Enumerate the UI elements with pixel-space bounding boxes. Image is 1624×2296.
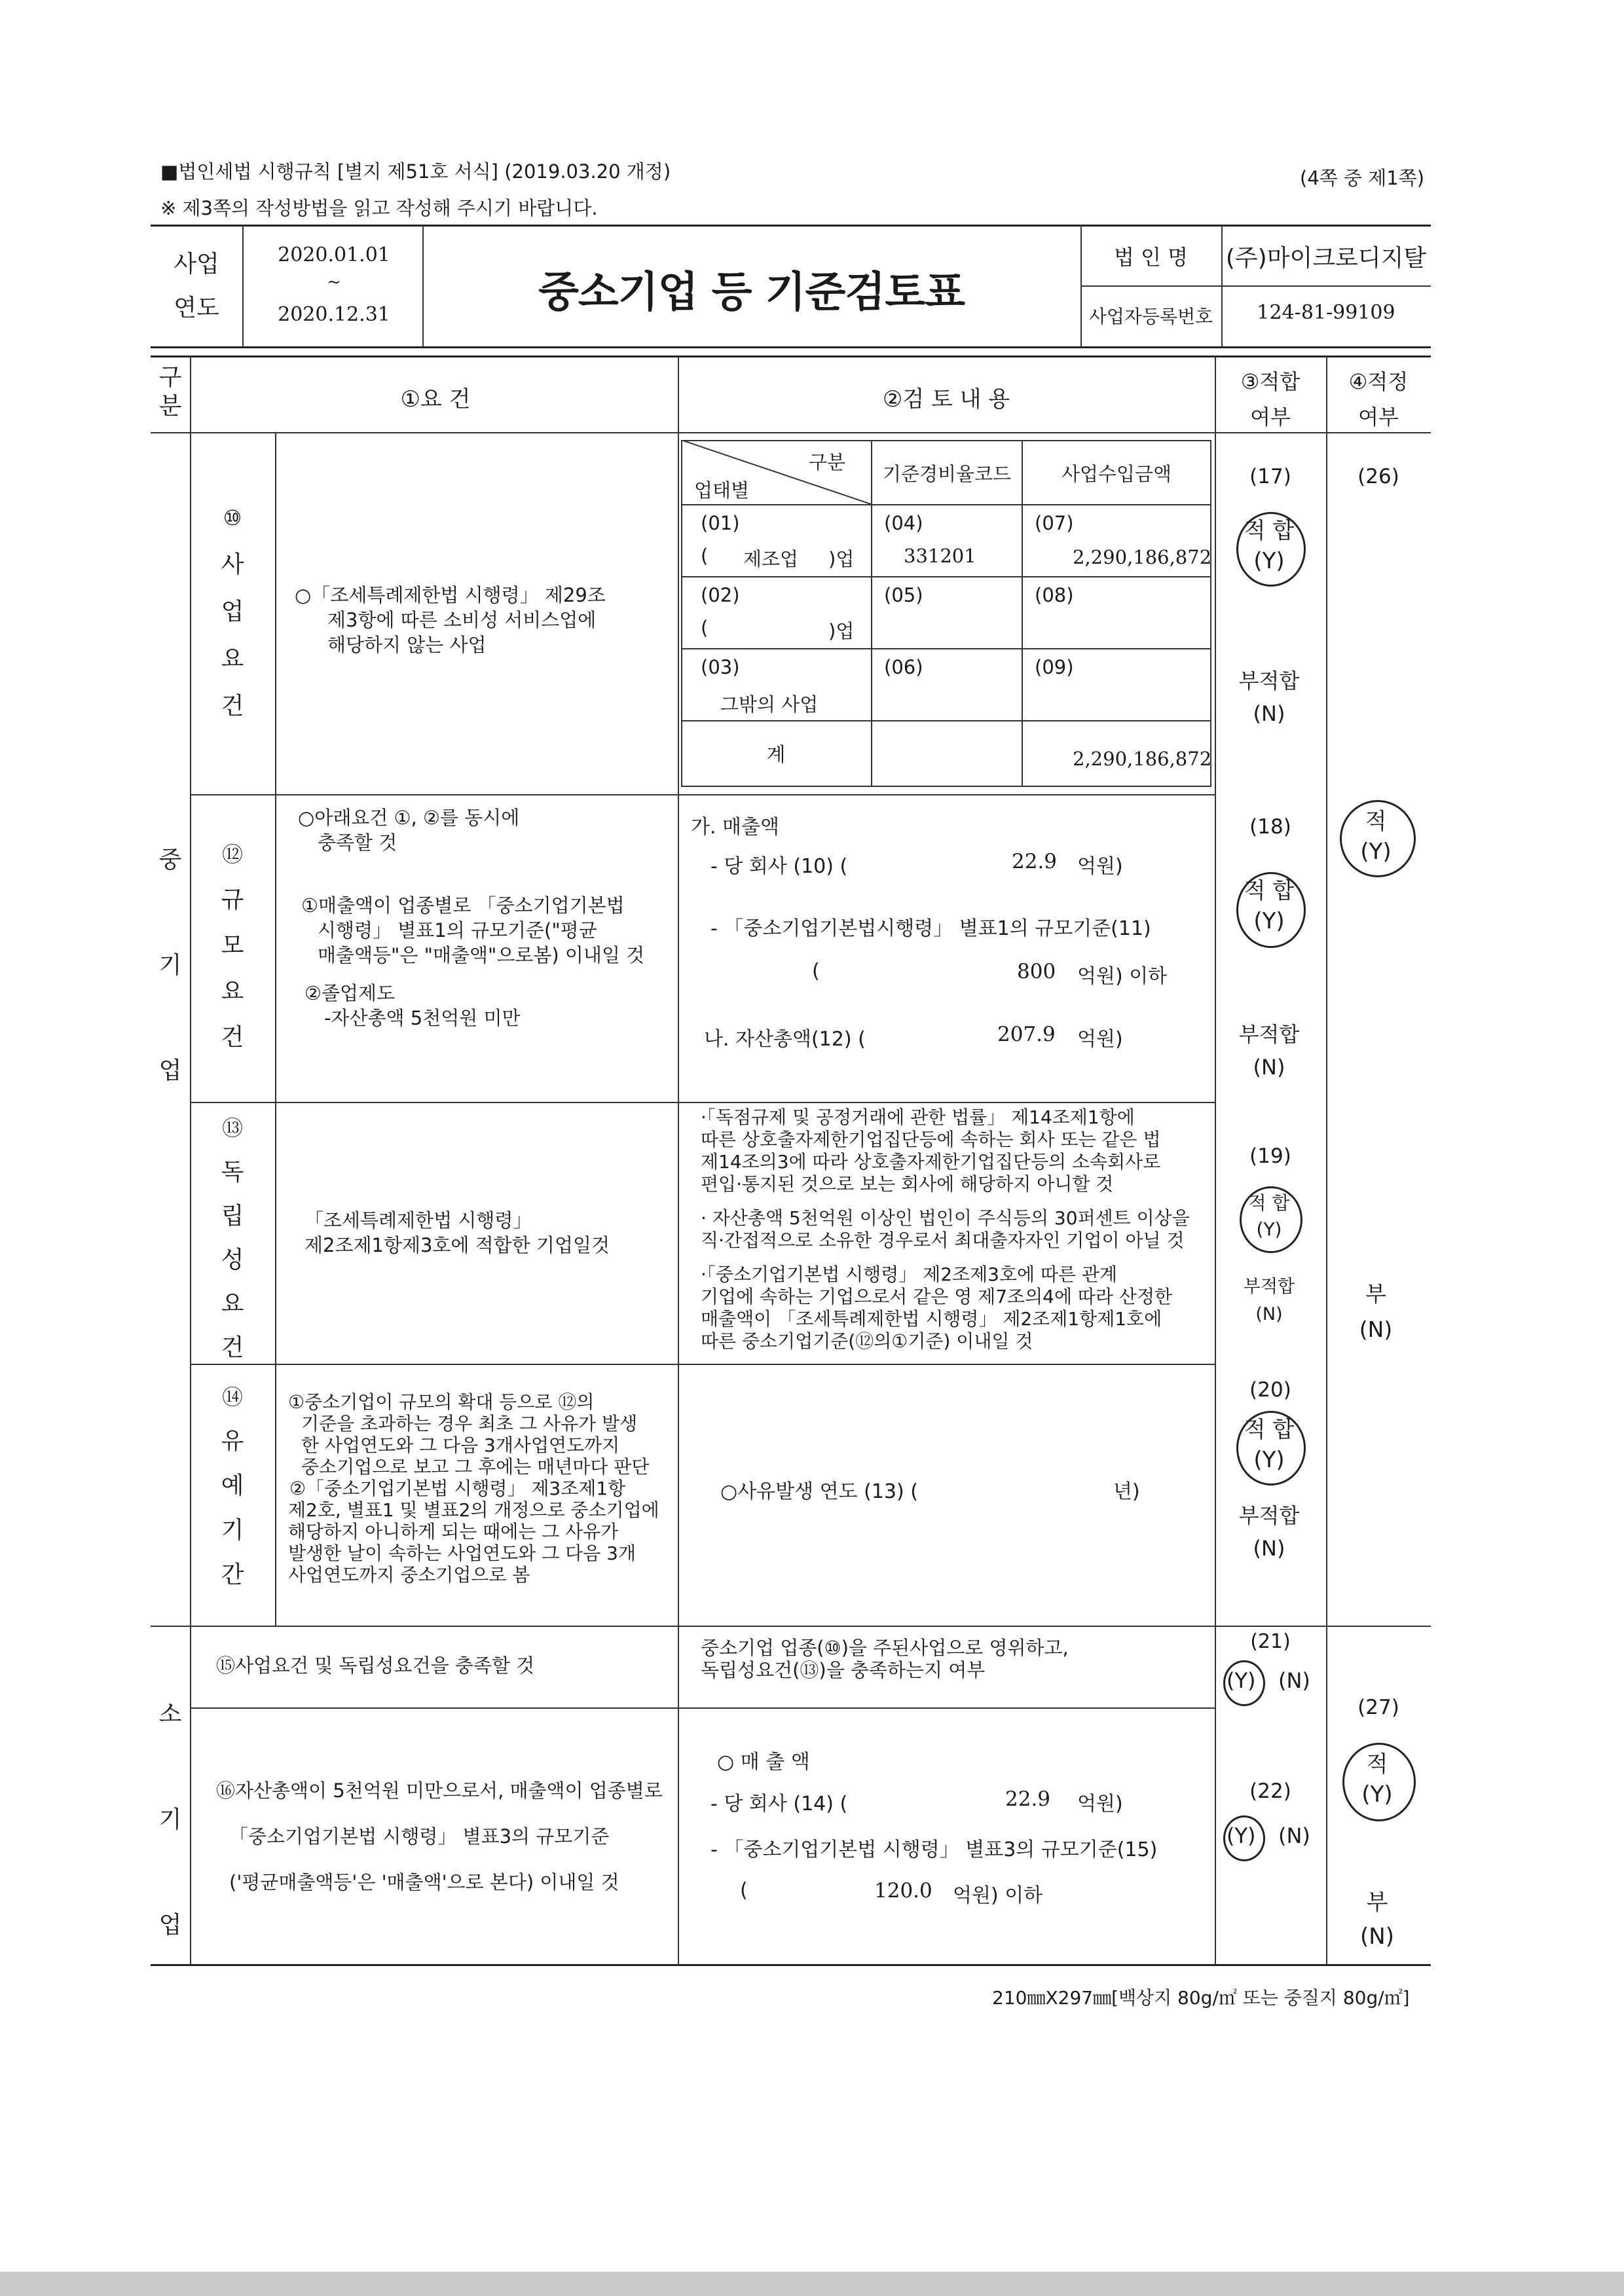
column-header-fit4-line2: 여부: [1358, 405, 1399, 429]
category-small: 소 기 업: [158, 1701, 182, 1939]
row-102-label: ⑫ 규 모 요 건: [221, 842, 244, 1051]
main-bottom-border: [151, 1964, 1431, 1966]
row-101-fit-yes: 적 합 (Y): [1244, 518, 1295, 574]
title-bottom-border: [151, 346, 1431, 348]
row-105-bottom: [190, 1707, 1215, 1709]
row-105-review: 중소기업 업종(⑩)을 주된사업으로 영위하고, 독립성요건(⑬)을 충족하는지 여부: [701, 1637, 1069, 1681]
title-mid-divider: [1080, 285, 1431, 287]
corp-name: (주)마이크로디지탈: [1225, 245, 1427, 272]
biz-no-label: 사업자등록번호: [1088, 306, 1213, 327]
row-103-label: ⑬ 독 립 성 요 건: [221, 1116, 244, 1361]
sme-small-border: [151, 1626, 1431, 1627]
table-cell-code-06: (06): [884, 656, 923, 678]
col-subcategory-divider: [275, 432, 276, 1626]
table-cell-open-02: (: [701, 617, 709, 639]
table-cell-close-02: )업: [828, 620, 855, 642]
row-106-fit-n: (N): [1278, 1823, 1310, 1848]
table-cell-biz-01: 제조업: [743, 548, 799, 570]
row-104-fit-no: 부적합 (N): [1238, 1503, 1300, 1561]
column-header-fit3-line1: ③적합: [1240, 369, 1301, 394]
row-102-fit4-yes: 적 (Y): [1360, 809, 1392, 865]
row-104-requirement: ①중소기업이 규모의 확대 등으로 ⑫의 기준을 초과하는 경우 최초 그 사유가 발생 한 사업연도와 그 다음 3개사업연도까지 중소기업으로 보고 그 후에는 매년마다 판단 ②「중소기업기본법 시행령」 제3조제1항 제2호, 별표1 및 별표2의 개정으로 중소기업에 해당하지 아니하게 되는 때에는 그 사유가 발생한 날이 속하는 사업연도와 그 다음 3개 사업연도까지 중소기업으로 봄: [288, 1391, 659, 1586]
row-104-fit-number: (20): [1249, 1378, 1291, 1402]
table-cell-code-08: (08): [1035, 584, 1074, 606]
col-fit-divider-small: [1326, 1626, 1327, 1964]
column-header-review: ②검 토 내 용: [882, 386, 1010, 412]
row-102-fit-no: 부적합 (N): [1238, 1022, 1300, 1080]
header-corner-bottom: 업태별: [694, 479, 750, 501]
small-sales-company-value: 22.9: [1005, 1787, 1051, 1811]
row-101-bottom: [190, 794, 1215, 795]
period-end: 2020.12.31: [278, 303, 390, 326]
row-102-bottom: [190, 1102, 1215, 1103]
column-header-fit4-line1: ④적정: [1348, 369, 1409, 394]
small-sales-standard-label: - 「중소기업기본법 시행령」 별표3의 규모기준(15): [710, 1838, 1158, 1861]
row-102-fit-number: (18): [1249, 815, 1291, 839]
col-requirement-divider: [678, 355, 679, 1964]
header-code: 기준경비율코드: [882, 463, 1012, 485]
page-title: 중소기업 등 기준검토표: [538, 268, 965, 317]
small-sales-company-label: - 당 회사 (14) (: [710, 1793, 848, 1815]
table-cell-close-01: )업: [828, 548, 855, 570]
table-cell-code-02: (02): [701, 584, 740, 606]
header-row-border: [151, 432, 1431, 433]
title-divider-4: [1221, 225, 1223, 346]
sales-label: 가. 매출액: [691, 816, 779, 839]
form-info: ■법인세법 시행규칙 [별지 제51호 서식] (2019.03.20 개정): [160, 160, 671, 183]
biz-no: 124-81-99109: [1257, 301, 1395, 324]
table-total-label: 계: [766, 744, 786, 767]
table-cell-biz-03: 그밖의 사업: [720, 693, 819, 716]
row-103-fit-number: (19): [1249, 1144, 1291, 1168]
main-top-border: [151, 355, 1431, 357]
table-cell-code-05: (05): [884, 584, 923, 606]
header-corner-top: 구분: [809, 451, 846, 473]
period-start: 2020.01.01: [278, 244, 390, 266]
small-fit4-no: 부 (N): [1360, 1889, 1394, 1950]
title-divider-3: [1080, 225, 1082, 346]
col-review-divider: [1215, 355, 1216, 1964]
row-103-review: ·「독점규제 및 공정거래에 관한 법률」 제14조제1항에 따른 상호출자제한기업집단등에 속하는 회사 또는 같은 법 제14조의3에 따라 상호출자제한기업집단등의 소속회사로 편입·통지된 것으로 보는 회사에 해당하지 아니할 것 · 자산총액 5천억원 이상인 법인이 주식등의 30퍼센트 이상을 직·간접적으로 소유한 경우로서 최대출자자인 기업이 아닐 것 ·「중소기업기본법 시행령」 제2조제3호에 따른 관계 기업에 속하는 기업으로서 같은 영 제7조의4에 따라 산정한 매출액이 「조세특례제한법 시행령」 제2조제1항제1호에 따른 중소기업기준(⑫의①기준) 이내일 것: [701, 1106, 1190, 1352]
small-fit4-number: (27): [1357, 1696, 1399, 1719]
sales-company-label: - 당 회사 (10) (: [710, 855, 848, 878]
row-101-label: ⑩ 사 업 요 건: [221, 505, 244, 720]
small-fit4-yes: 적 (Y): [1361, 1751, 1393, 1808]
row-105-fit-y: (Y): [1227, 1668, 1256, 1693]
period-tilde: ~: [327, 272, 341, 292]
row-102-requirement: ○아래요건 ①, ②를 동시에 충족할 것 ①매출액이 업종별로 「중소기업기본법 시행령」 별표1의 규모기준("평균 매출액등"은 "매출액"으로봄) 이내일 것 ②졸업제도 -자산총액 5천억원 미만: [298, 807, 645, 1029]
row-102-fit-yes: 적 합 (Y): [1244, 878, 1295, 934]
instruction-note: ※ 제3쪽의 작성방법을 읽고 작성해 주시기 바랍니다.: [160, 197, 598, 219]
row-101-fit4-number: (26): [1357, 465, 1399, 488]
row-103-fit4-no: 부 (N): [1359, 1281, 1393, 1342]
row-104-review-unit: 년): [1113, 1480, 1140, 1503]
corp-name-label: 법 인 명: [1113, 245, 1189, 270]
row-105-fit-number: (21): [1250, 1630, 1291, 1653]
row-104-label: ⑭ 유 예 기 간: [221, 1385, 244, 1588]
row-106-requirement: ⑯자산총액이 5천억원 미만으로서, 매출액이 업종별로 「중소기업기본법 시행령」 별표3의 규모기준 ('평균매출액등'은 '매출액'으로 본다) 이내일 것: [216, 1779, 663, 1893]
table-cell-code-04: (04): [884, 512, 923, 534]
table-cell-amount-1: 2,290,186,872: [1073, 546, 1212, 568]
category-sme: 중 기 업: [158, 847, 182, 1084]
row-103-fit-no: 부적합 (N): [1243, 1277, 1295, 1324]
sales-company-value: 22.9: [1012, 850, 1058, 873]
row-103-fit-yes: 적 합 (Y): [1248, 1192, 1290, 1240]
row-106-fit-y: (Y): [1227, 1823, 1256, 1848]
row-104-review: ○사유발생 연도 (13) (: [720, 1480, 918, 1503]
sales-standard-label: - 「중소기업기본법시행령」 별표1의 규모기준(11): [710, 917, 1151, 940]
table-cell-code-01: (01): [701, 512, 740, 534]
sales-standard-open: (: [812, 960, 820, 983]
assets-unit: 억원): [1077, 1028, 1123, 1051]
col-fit-divider-header: [1326, 355, 1327, 432]
row-101-fit-no: 부적합 (N): [1238, 668, 1300, 726]
year-label-2: 연도: [174, 295, 219, 321]
header-amount: 사업수입금액: [1061, 463, 1172, 485]
small-sales-company-unit: 억원): [1077, 1793, 1123, 1815]
row-103-requirement: 「조세특례제한법 시행령」 제2조제1항제3호에 적합한 기업일것: [304, 1209, 610, 1256]
table-cell-open-01: (: [701, 545, 709, 567]
row-104-fit-yes: 적 합 (Y): [1244, 1417, 1295, 1473]
table-cell-code-09: (09): [1035, 656, 1074, 678]
scan-edge: [0, 2272, 1624, 2296]
small-sales-standard-open: (: [740, 1879, 748, 1902]
row-101-fit-number: (17): [1249, 465, 1291, 488]
small-sales-standard-unit: 억원) 이하: [953, 1884, 1043, 1907]
col-fit-divider-sme: [1326, 432, 1327, 1626]
sales-standard-value: 800: [1017, 960, 1056, 983]
title-divider-2: [422, 225, 424, 346]
table-total-amount: 2,290,186,872: [1073, 748, 1212, 770]
table-cell-code-03: (03): [701, 656, 740, 678]
business-table: [681, 440, 1211, 787]
table-cell-code-07: (07): [1035, 512, 1074, 534]
column-header-category: 구 분: [158, 364, 182, 420]
sales-standard-unit: 억원) 이하: [1077, 965, 1168, 988]
table-cell-biz-code: 331201: [904, 545, 976, 567]
row-103-bottom: [190, 1364, 1215, 1365]
row-106-fit-number: (22): [1249, 1779, 1291, 1803]
sales-company-unit: 억원): [1077, 855, 1123, 878]
title-top-border: [151, 225, 1431, 227]
title-divider-1: [242, 225, 244, 346]
assets-value: 207.9: [997, 1023, 1056, 1046]
column-header-requirement: ①요 건: [400, 386, 471, 412]
paper-size-note: 210㎜X297㎜[백상지 80g/㎡ 또는 중질지 80g/㎡]: [992, 1987, 1410, 2009]
small-sales-standard-value: 120.0: [874, 1879, 932, 1903]
column-header-fit3-line2: 여부: [1250, 405, 1291, 429]
year-label-1: 사업: [174, 251, 219, 278]
page-info: (4쪽 중 제1쪽): [1300, 167, 1425, 189]
row-101-requirement: ○「조세특례제한법 시행령」 제29조 제3항에 따른 소비성 서비스업에 해당하지 않는 사업: [295, 584, 606, 656]
assets-label: 나. 자산총액(12) (: [704, 1028, 866, 1051]
row-105-requirement: ⑮사업요건 및 독립성요건을 충족할 것: [216, 1654, 535, 1677]
row-105-fit-n: (N): [1278, 1668, 1310, 1693]
small-sales-label: ○ 매 출 액: [717, 1751, 810, 1774]
